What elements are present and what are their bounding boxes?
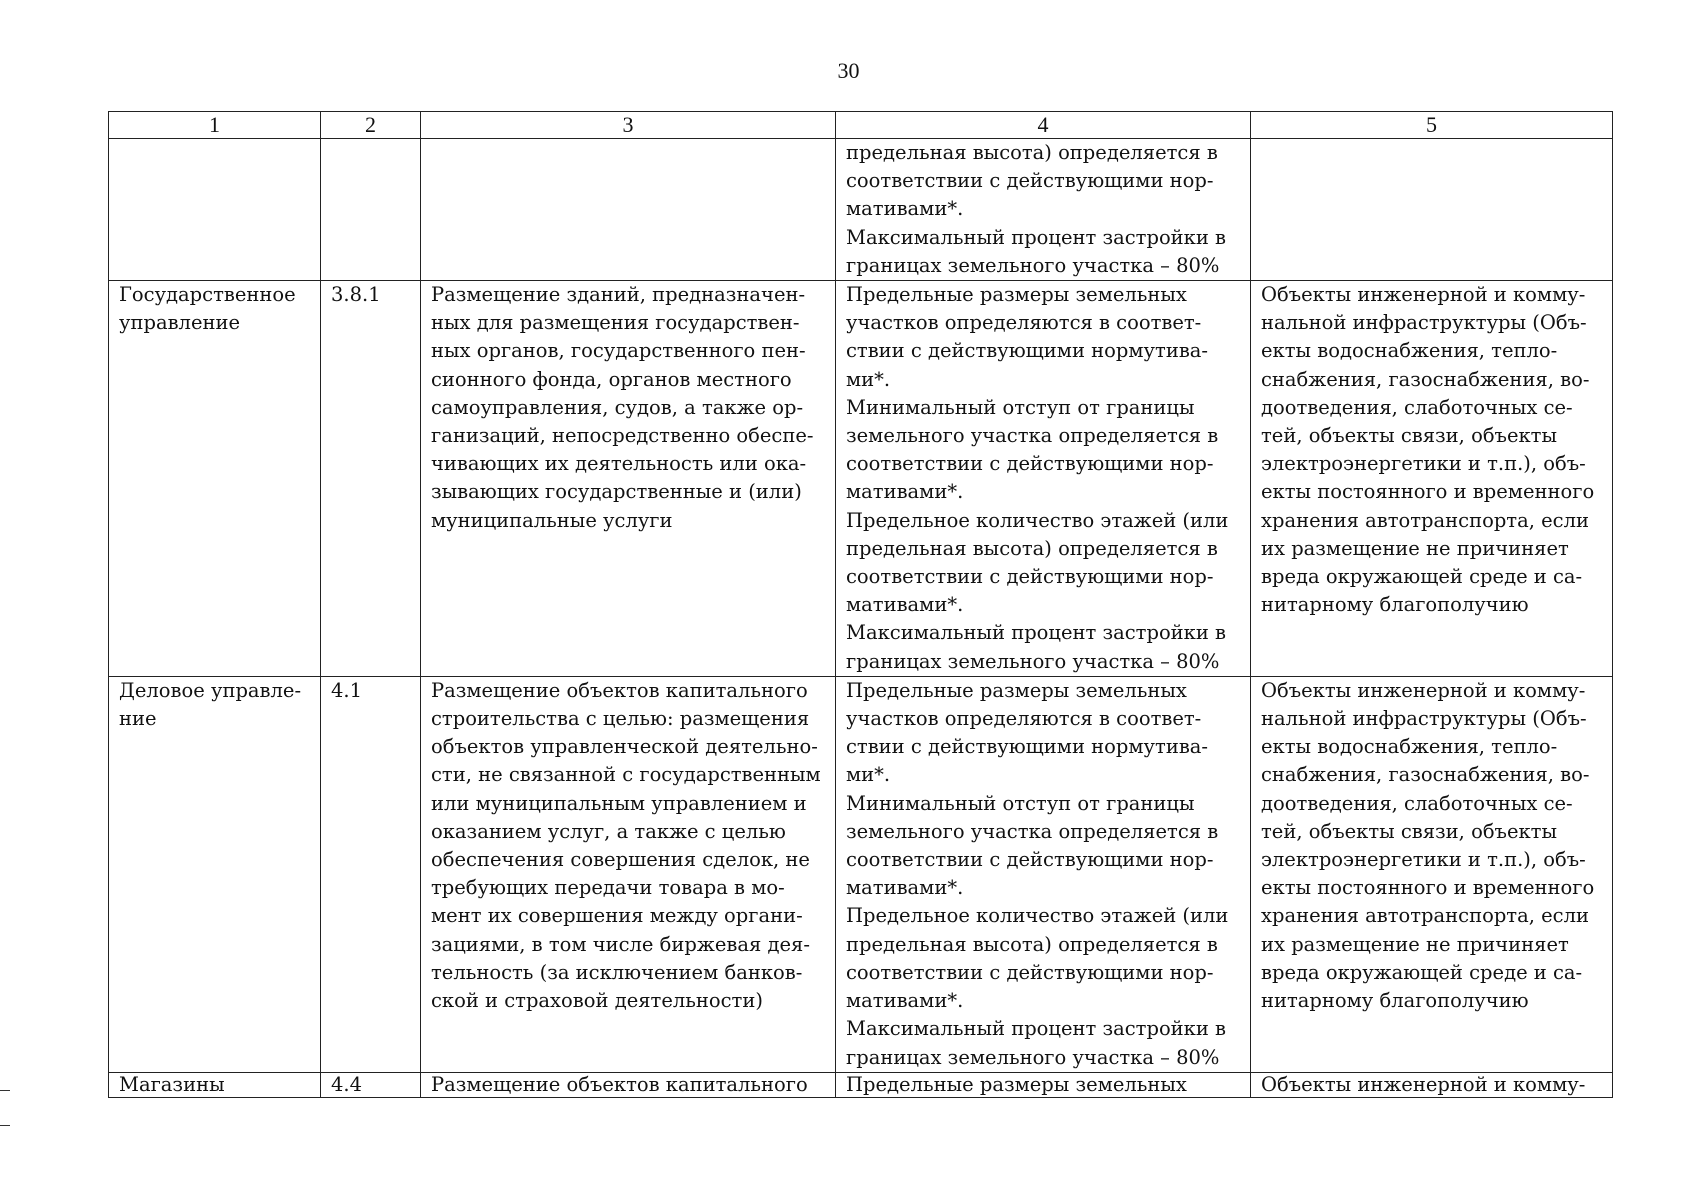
table-header-row: [109, 112, 1613, 139]
land-use-table: [108, 111, 1613, 1098]
use-name-cell: [109, 139, 321, 281]
page-number: 30: [837, 58, 860, 83]
margin-mark: [0, 1125, 10, 1126]
use-code-cell: 4.4: [321, 1072, 421, 1097]
use-code-cell: 4.1: [321, 676, 421, 1072]
use-code-cell: 3.8.1: [321, 281, 421, 677]
parameters-cell: Предельные размеры земельных участков определяются в соответ- ствии с действующими нормутива- ми*. Минимальный отступ от границы земельного участка определяется в соответствии с действующими нор- мативами*. Предельное количество этажей (или предельная высота) определяется в соответствии с действующими нор- мативами*. Максимальный процент застройки в границах земельного участка – 80%: [836, 676, 1251, 1072]
use-code-cell: [321, 139, 421, 281]
use-name-cell: Деловое управле- ние: [109, 676, 321, 1072]
use-description-cell: Размещение объектов капитального: [421, 1072, 836, 1097]
auxiliary-uses-cell: [1251, 139, 1613, 281]
column-header: 3: [421, 112, 836, 139]
table-row: [109, 676, 1613, 1072]
table-row: [109, 281, 1613, 677]
use-name-cell: Государственное управление: [109, 281, 321, 677]
column-header: 2: [321, 112, 421, 139]
auxiliary-uses-cell: Объекты инженерной и комму- нальной инфраструктуры (Объ- екты водоснабжения, тепло- снабжения, газоснабжения, во- доотведения, слаботочных се- тей, объекты связи, объекты электроэнергетики и т.п.), объ- екты постоянного и временного хранения автотранспорта, если их размещение не причиняет вреда окружающей среде и са- нитарному благополучию: [1251, 281, 1613, 677]
column-header: 1: [109, 112, 321, 139]
parameters-cell: предельная высота) определяется в соответствии с действующими нор- мативами*. Максимальный процент застройки в границах земельного участка – 80%: [836, 139, 1251, 281]
margin-mark: [0, 1090, 10, 1091]
auxiliary-uses-cell: Объекты инженерной и комму-: [1251, 1072, 1613, 1097]
auxiliary-uses-cell: Объекты инженерной и комму- нальной инфраструктуры (Объ- екты водоснабжения, тепло- снабжения, газоснабжения, во- доотведения, слаботочных се- тей, объекты связи, объекты электроэнергетики и т.п.), объ- екты постоянного и временного хранения автотранспорта, если их размещение не причиняет вреда окружающей среде и са- нитарному благополучию: [1251, 676, 1613, 1072]
table-row: [109, 1072, 1613, 1097]
parameters-cell: Предельные размеры земельных участков определяются в соответ- ствии с действующими нормутива- ми*. Минимальный отступ от границы земельного участка определяется в соответствии с действующими нор- мативами*. Предельное количество этажей (или предельная высота) определяется в соответствии с действующими нор- мативами*. Максимальный процент застройки в границах земельного участка – 80%: [836, 281, 1251, 677]
use-description-cell: [421, 139, 836, 281]
use-name-cell: Магазины: [109, 1072, 321, 1097]
column-header: 4: [836, 112, 1251, 139]
use-description-cell: Размещение зданий, предназначен- ных для размещения государствен- ных органов, государственного пен- сионного фонда, органов местного самоуправления, судов, а также ор- ганизаций, непосредственно обеспе- чивающих их деятельность или ока- зывающих государственные и (или) муниципальные услуги: [421, 281, 836, 677]
use-description-cell: Размещение объектов капитального строительства с целью: размещения объектов управленческой деятельно- сти, не связанной с государственным или муниципальным управлением и оказанием услуг, а также с целью обеспечения совершения сделок, не требующих передачи товара в мо- мент их совершения между органи- зациями, в том числе биржевая дея- тельность (за исключением банков- ской и страховой деятельности): [421, 676, 836, 1072]
parameters-cell: Предельные размеры земельных: [836, 1072, 1251, 1097]
column-header: 5: [1251, 112, 1613, 139]
table-row: [109, 139, 1613, 281]
